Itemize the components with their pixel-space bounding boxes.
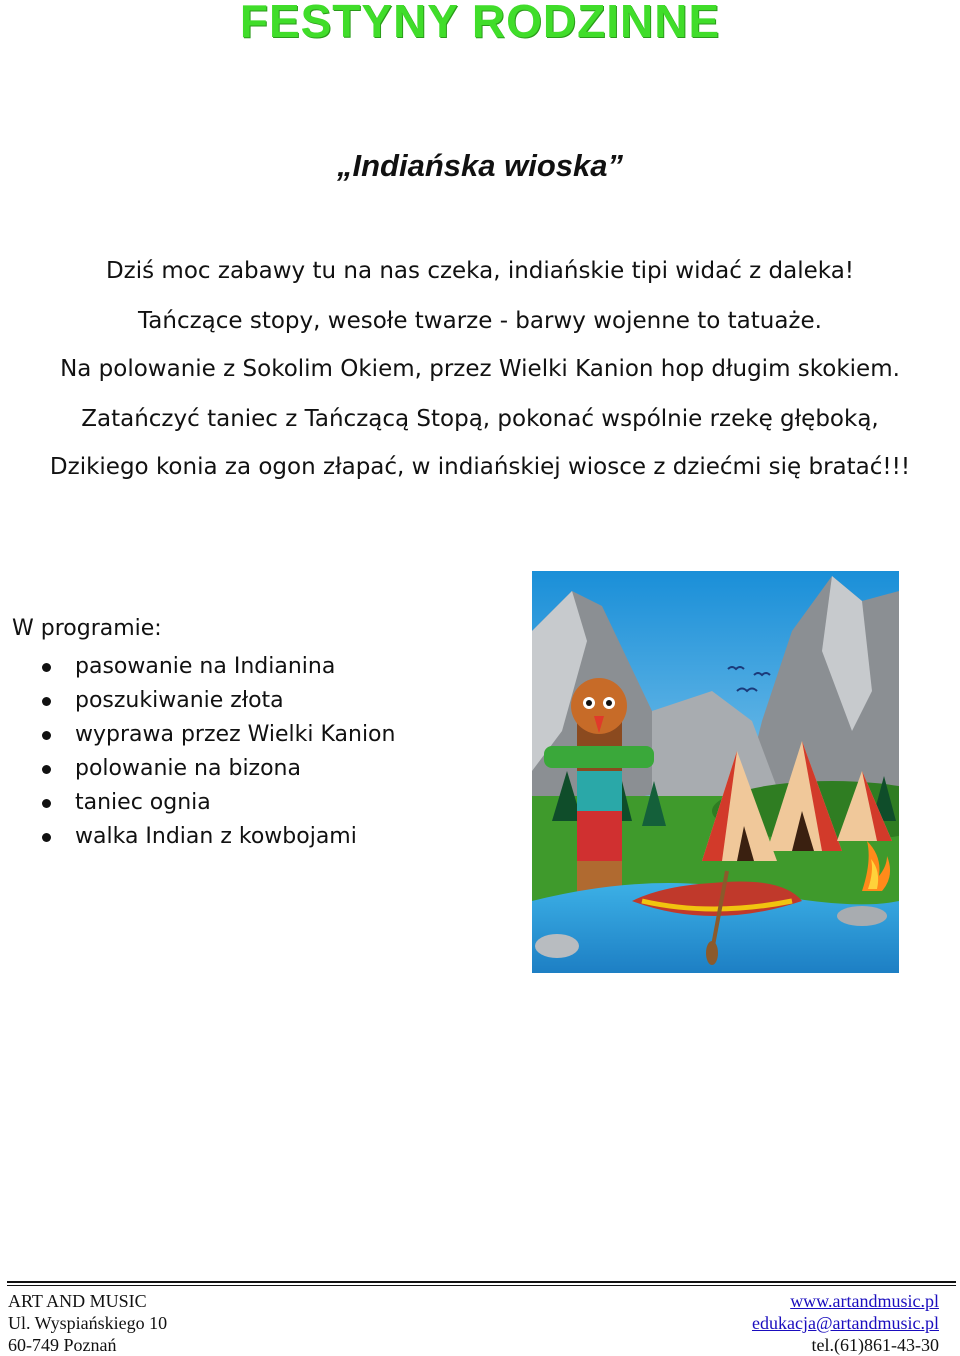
street-address: Ul. Wyspiańskiego 10 xyxy=(8,1313,168,1333)
bullet-icon xyxy=(42,833,51,842)
program-heading: W programie: xyxy=(12,616,162,641)
rock xyxy=(837,906,887,926)
list-item xyxy=(12,650,395,684)
list-item xyxy=(12,786,395,820)
footer-divider xyxy=(7,1281,956,1283)
list-item-label: taniec ognia xyxy=(75,790,211,815)
list-item xyxy=(12,752,395,786)
indian-village-illustration xyxy=(532,571,899,973)
list-item-label: polowanie na bizona xyxy=(75,756,301,781)
list-item xyxy=(12,718,395,752)
postal-city: 60-749 Poznań xyxy=(8,1335,117,1355)
bullet-icon xyxy=(42,799,51,808)
rock xyxy=(535,934,579,958)
bullet-icon xyxy=(42,663,51,672)
bullet-icon xyxy=(42,765,51,774)
list-item xyxy=(12,684,395,718)
poem-line: Na polowanie z Sokolim Okiem, przez Wielki Kanion hop długim skokiem. xyxy=(60,356,900,382)
list-item-label: poszukiwanie złota xyxy=(75,688,284,713)
list-item-label: pasowanie na Indianina xyxy=(75,654,336,679)
program-list xyxy=(12,650,395,854)
poem-line: Tańczące stopy, wesołe twarze - barwy wojenne to tatuaże. xyxy=(138,308,822,334)
list-item xyxy=(12,820,395,854)
poem-line: Dziś moc zabawy tu na nas czeka, indiańskie tipi widać z daleka! xyxy=(105,258,855,284)
website-link[interactable]: www.artandmusic.pl xyxy=(790,1291,939,1311)
page-title: FESTYNY RODZINNE xyxy=(239,0,721,47)
bullet-icon xyxy=(42,731,51,740)
phone-number: tel.(61)861-43-30 xyxy=(811,1335,939,1355)
list-item-label: wyprawa przez Wielki Kanion xyxy=(75,722,396,747)
program-section xyxy=(12,614,395,854)
event-subtitle: „Indiańska wioska” xyxy=(337,148,623,183)
list-item-label: walka Indian z kowbojami xyxy=(75,824,357,849)
bullet-icon xyxy=(42,697,51,706)
company-name: ART AND MUSIC xyxy=(8,1291,147,1311)
poem-line: Zatańczyć taniec z Tańczącą Stopą, pokonać wspólnie rzekę głęboką, xyxy=(81,406,879,432)
footer-contact xyxy=(752,1290,939,1356)
footer-address xyxy=(8,1290,167,1356)
footer-divider xyxy=(7,1285,956,1286)
poem-line: Dzikiego konia za ogon złapać, w indiańskiej wiosce z dziećmi się bratać!!! xyxy=(49,454,911,480)
email-link[interactable]: edukacja@artandmusic.pl xyxy=(751,1313,939,1333)
